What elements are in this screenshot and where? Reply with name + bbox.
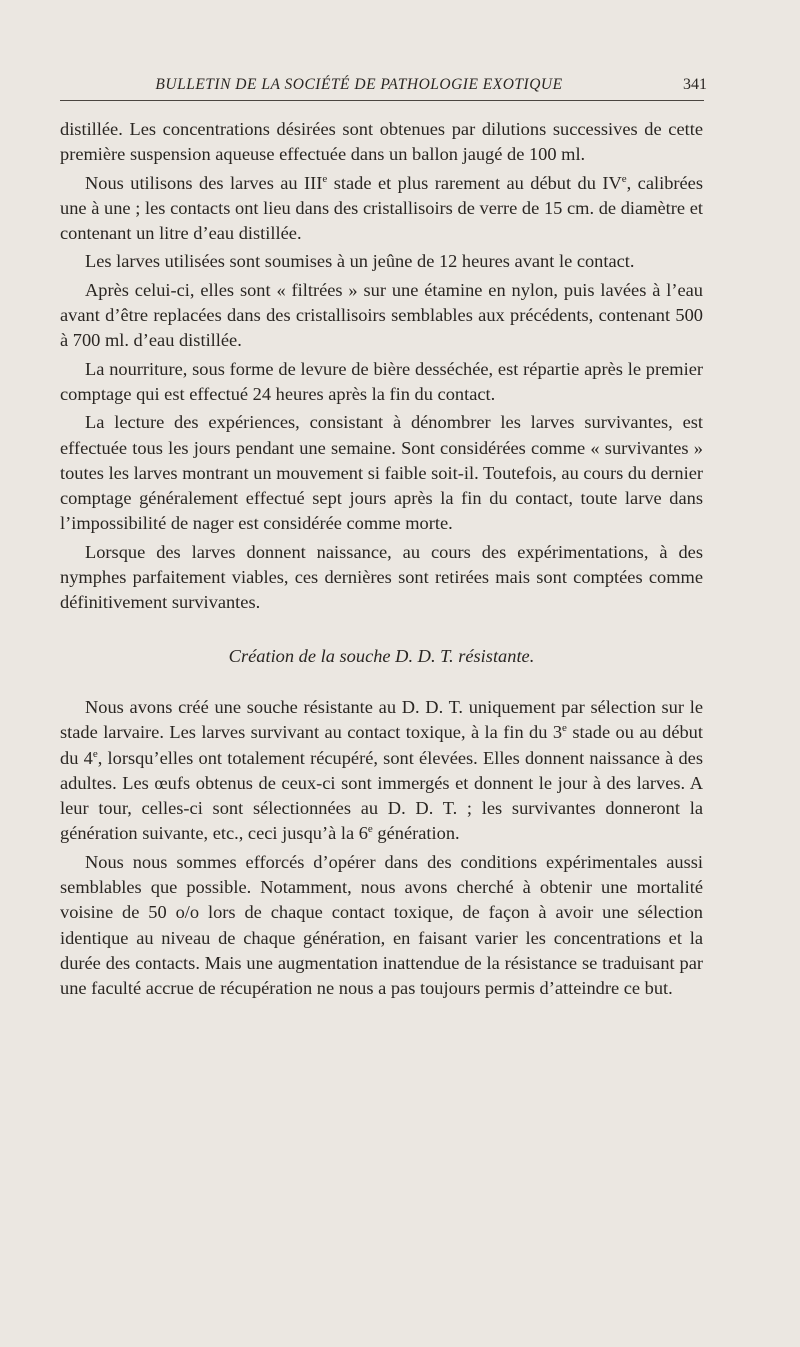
paragraph-4: Après celui-ci, elles sont « filtrées » sur une étamine en nylon, puis lavées à l’eau avant d’être replacées dans des cristallisoirs semblables aux précédents, contenant 500 à 700 ml. d’eau distillée. (60, 279, 703, 351)
paragraph-2: Nous utilisons des larves au IIIe stade et plus rarement au début du IVe, calibrées une à une ; les contacts ont lieu dans des cristallisoirs de verre de 15 cm. de diamètre et contenant un litre d’eau distillée. (60, 172, 704, 244)
paragraph-3: Les larves utilisées sont soumises à un jeûne de 12 heures avant le contact. (85, 251, 635, 272)
journal-title: BULLETIN DE LA SOCIÉTÉ DE PATHOLOGIE EXOTIQUE (155, 76, 563, 93)
paragraph-9: Nous nous sommes efforcés d’opérer dans des conditions expérimentales aussi semblables que possible. Notamment, nous avons cherché à obtenir une mortalité voisine de 50 o/o lors de chaque contact toxique, de façon à avoir une sélection identique au niveau de chaque génération, en faisant varier les concentrations et la durée des contacts. Mais une augmentation inattendue de la résistance se traduisant par une faculté accrue de récupération ne nous a pas toujours permis d’atteindre ce but. (60, 851, 703, 999)
paragraph-8: Nous avons créé une souche résistante au D. D. T. uniquement par sélection sur le stade larvaire. Les larves survivant au contact toxique, à la fin du 3e stade ou au début du 4e, lorsqu’elles ont totalement récupéré, sont élevées. Elles donnent naissance à des adultes. Les œufs obtenus de ceux-ci sont immergés et donnent le jour à des larves. A leur tour, celles-ci sont sélectionnées au D. D. T. ; les survivantes donneront la génération suivante, etc., ceci jusqu’à la 6e génération. (60, 696, 704, 844)
page-number: 341 (683, 76, 707, 93)
paragraph-7: Lorsque des larves donnent naissance, au cours des expérimentations, à des nymphes parfaitement viables, ces dernières sont retirées mais sont comptées comme définitivement survivantes. (60, 541, 703, 613)
paragraph-1: distillée. Les concentrations désirées sont obtenues par dilutions successives de cette première suspension aqueuse effectuée dans un ballon jaugé de 100 ml. (60, 119, 703, 165)
running-header (60, 76, 707, 101)
body-text (60, 117, 703, 1005)
paragraph-6: La lecture des expériences, consistant à dénombrer les larves survivantes, est effectuée tous les jours pendant une semaine. Sont considérées comme « survivantes » toutes les larves montrant un mouvement si faible soit-il. Toutefois, au cours du dernier comptage généralement effectué sept jours après la fin du contact, toute larve dans l’impossibilité de nager est considérée comme morte. (60, 412, 703, 534)
section-heading: Création de la souche D. D. T. résistante. (228, 645, 535, 666)
paragraph-5: La nourriture, sous forme de levure de bière desséchée, est répartie après le premier comptage qui est effectué 24 heures après la fin du contact. (60, 358, 703, 404)
